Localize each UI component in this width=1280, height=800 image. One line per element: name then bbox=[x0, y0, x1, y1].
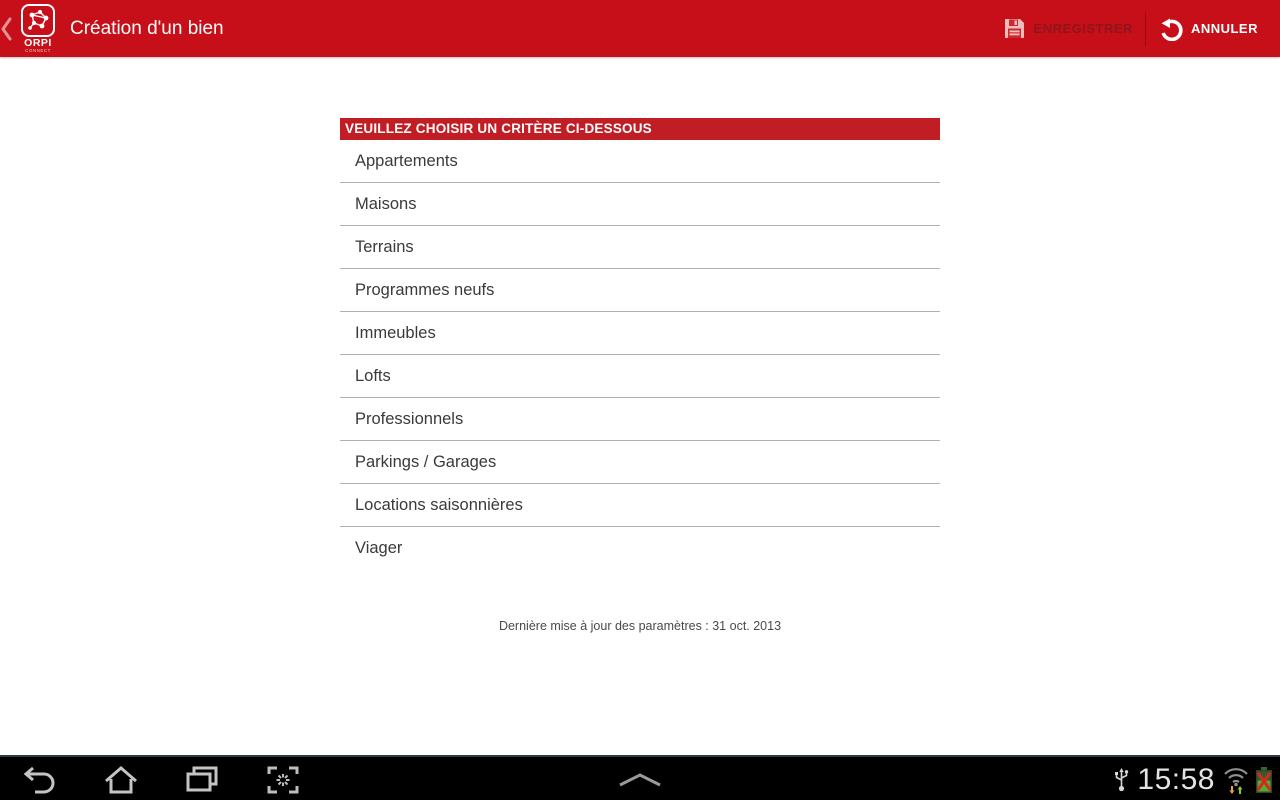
chevron-up-icon bbox=[615, 772, 665, 788]
status-area bbox=[1114, 759, 1274, 800]
list-item[interactable]: Maisons bbox=[340, 183, 940, 226]
screenshot-icon bbox=[266, 765, 300, 795]
nav-tray-toggle[interactable] bbox=[615, 759, 665, 800]
nav-screenshot-button[interactable] bbox=[265, 762, 301, 798]
list-item[interactable]: Parkings / Garages bbox=[340, 441, 940, 484]
chooser-header: VEUILLEZ CHOISIR UN CRITÈRE CI-DESSOUS bbox=[340, 118, 940, 140]
chooser-list bbox=[340, 140, 940, 570]
last-update-note: Dernière mise à jour des paramètres : 31 oct. 2013 bbox=[498, 619, 782, 633]
undo-icon bbox=[1158, 17, 1184, 41]
list-item[interactable]: Immeubles bbox=[340, 312, 940, 355]
system-nav-bar bbox=[0, 755, 1280, 800]
back-caret-icon[interactable] bbox=[0, 16, 12, 42]
usb-icon bbox=[1114, 768, 1129, 792]
action-bar-buttons bbox=[990, 0, 1280, 57]
nav-back-button[interactable] bbox=[22, 762, 58, 798]
list-item[interactable]: Programmes neufs bbox=[340, 269, 940, 312]
wifi-icon bbox=[1223, 766, 1249, 794]
criteria-chooser bbox=[340, 118, 940, 570]
nav-home-button[interactable] bbox=[103, 762, 139, 798]
list-item[interactable]: Professionnels bbox=[340, 398, 940, 441]
page-title: Création d'un bien bbox=[70, 17, 224, 39]
action-bar bbox=[0, 0, 1280, 57]
home-icon bbox=[103, 765, 139, 795]
list-item[interactable]: Terrains bbox=[340, 226, 940, 269]
logo-brand-text: ORPI bbox=[24, 37, 52, 49]
list-item[interactable]: Locations saisonnières bbox=[340, 484, 940, 527]
nav-recents-button[interactable] bbox=[184, 762, 220, 798]
orpi-logo-icon bbox=[21, 4, 55, 37]
clock[interactable]: 15:58 bbox=[1137, 762, 1215, 796]
list-item[interactable]: Viager bbox=[340, 527, 940, 570]
back-icon bbox=[22, 765, 58, 795]
save-button[interactable] bbox=[990, 0, 1145, 57]
recents-icon bbox=[185, 765, 219, 795]
battery-icon bbox=[1254, 766, 1274, 794]
save-floppy-icon bbox=[1002, 16, 1027, 41]
list-item[interactable]: Appartements bbox=[340, 140, 940, 183]
logo-sub-text: CONNECT bbox=[25, 48, 51, 53]
list-item[interactable]: Lofts bbox=[340, 355, 940, 398]
orpi-connect-logo bbox=[18, 4, 58, 53]
cancel-button[interactable] bbox=[1146, 0, 1270, 57]
nav-buttons bbox=[22, 759, 301, 800]
save-button-label: ENREGISTRER bbox=[1033, 21, 1133, 36]
cancel-button-label: ANNULER bbox=[1190, 21, 1258, 36]
